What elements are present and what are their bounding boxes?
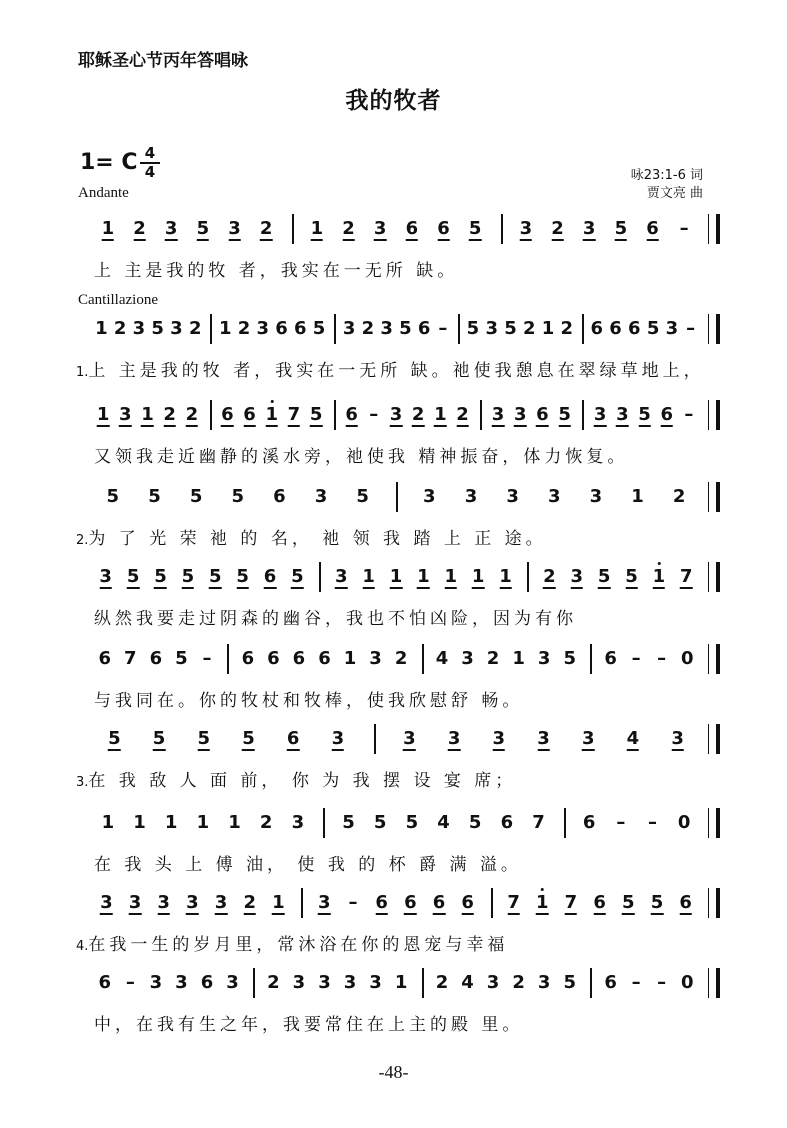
note: 1 <box>164 812 178 833</box>
note: 2 <box>185 404 199 425</box>
note: 1 <box>228 812 241 833</box>
note: – <box>369 404 379 425</box>
note: 7 <box>680 566 693 587</box>
note: 5 <box>638 404 651 425</box>
note: 0 <box>677 812 691 833</box>
note: 3 <box>581 728 595 749</box>
note: 3 <box>342 318 356 339</box>
note: 2 <box>551 218 564 239</box>
note: – <box>679 218 689 239</box>
note: 1 <box>444 566 458 587</box>
note: 2 <box>133 218 146 239</box>
note: 2 <box>435 972 449 993</box>
lyric-text: 与我同在。你的牧杖和牧棒，使我欣慰舒 畅。 <box>94 691 524 711</box>
book-header: 耶稣圣心节丙年答唱咏 <box>78 51 248 71</box>
note: 2 <box>394 648 408 669</box>
note: 3 <box>537 972 551 993</box>
note: 3 <box>519 218 533 239</box>
note: 4 <box>461 972 474 993</box>
note: 6 <box>660 404 673 425</box>
note: 6 <box>417 318 431 339</box>
note: 1 <box>343 648 357 669</box>
note: 1 <box>536 892 549 913</box>
note: – <box>657 972 667 993</box>
note: 3 <box>226 972 239 993</box>
note: 3 <box>665 318 679 339</box>
score-system <box>0 722 787 802</box>
note: 5 <box>242 728 255 749</box>
note: 1 <box>101 812 115 833</box>
lyric-text: 上 主是我的牧 者，我实在一无所 缺。 <box>94 261 459 281</box>
note: 3 <box>334 566 348 587</box>
note: 2 <box>163 404 176 425</box>
end-bar-line <box>708 968 720 998</box>
note: 2 <box>411 404 425 425</box>
note: 6 <box>500 812 514 833</box>
lyric-text: 在我一生的岁月里，常沐浴在你的恩宠与幸福 <box>88 935 509 955</box>
end-bar-line <box>708 808 720 838</box>
note: 3 <box>447 728 461 749</box>
note: 6 <box>679 892 692 913</box>
note: 2 <box>486 648 500 669</box>
note: 1 <box>96 404 110 425</box>
note: 3 <box>403 728 416 749</box>
note: 2 <box>522 318 536 339</box>
note: 5 <box>563 648 576 669</box>
lyric-text: 为 了 光 荣 祂 的 名， 祂 领 我 踏 上 正 途。 <box>88 529 547 549</box>
note: 5 <box>181 566 195 587</box>
note: 3 <box>616 404 629 425</box>
note: 3 <box>100 892 113 913</box>
note: 3 <box>486 972 500 993</box>
note: 1 <box>512 648 525 669</box>
lyric-line <box>76 766 516 791</box>
lyric-line <box>76 356 705 381</box>
end-bar-line <box>708 214 720 244</box>
note: 6 <box>437 218 450 239</box>
lyric-line <box>76 1010 523 1035</box>
note: 6 <box>593 892 606 913</box>
verse-number: 2. <box>76 533 89 548</box>
lyric-line <box>76 686 523 711</box>
note: 6 <box>292 648 306 669</box>
note: 3 <box>461 648 474 669</box>
note: 3 <box>128 892 142 913</box>
section-label: Cantillazione <box>78 292 158 308</box>
bar-line <box>253 968 255 998</box>
note: 3 <box>132 318 146 339</box>
note: – <box>631 972 641 993</box>
note: 5 <box>625 566 638 587</box>
bar-line <box>501 214 503 244</box>
note: 2 <box>672 486 686 507</box>
note: – <box>648 812 657 833</box>
note: 5 <box>126 566 140 587</box>
score-system <box>0 212 787 292</box>
score-system <box>0 806 787 886</box>
note: 3 <box>582 218 596 239</box>
note: 3 <box>99 566 112 587</box>
note: 6 <box>294 318 307 339</box>
note: 5 <box>309 404 323 425</box>
note: 3 <box>292 972 306 993</box>
bar-line <box>292 214 294 244</box>
note: – <box>616 812 626 833</box>
note: 5 <box>175 648 188 669</box>
lyric-line <box>76 930 508 955</box>
score-system <box>0 966 787 1046</box>
bar-line <box>527 562 529 592</box>
note: 3 <box>547 486 561 507</box>
note: – <box>631 648 641 669</box>
bar-line <box>210 314 212 344</box>
note: 7 <box>507 892 520 913</box>
note: 5 <box>373 812 387 833</box>
note: 5 <box>108 728 121 749</box>
note: 6 <box>432 892 446 913</box>
lyrics-credit: 咏23:1-6 词 <box>630 168 703 183</box>
note: 2 <box>237 318 251 339</box>
note: 5 <box>197 728 211 749</box>
score-system <box>0 642 787 722</box>
note: 2 <box>342 218 355 239</box>
note: 5 <box>466 318 480 339</box>
note: 1 <box>265 404 278 425</box>
note: 7 <box>124 648 137 669</box>
note: – <box>684 404 694 425</box>
bar-line <box>491 888 493 918</box>
end-bar-line <box>708 400 720 430</box>
note: 5 <box>650 892 664 913</box>
score-system <box>0 312 787 392</box>
note: 6 <box>318 648 331 669</box>
time-signature <box>140 146 160 180</box>
note: 6 <box>405 218 419 239</box>
note: 3 <box>506 486 519 507</box>
note: 1 <box>310 218 324 239</box>
note: 7 <box>287 404 301 425</box>
note: 0 <box>680 972 694 993</box>
note: 5 <box>468 218 482 239</box>
note: 2 <box>456 404 469 425</box>
note: 3 <box>389 404 403 425</box>
note: 3 <box>314 486 328 507</box>
note: 6 <box>98 648 112 669</box>
note: 6 <box>404 892 417 913</box>
note: 2 <box>259 218 273 239</box>
note: 3 <box>228 218 241 239</box>
end-bar-line <box>708 314 720 344</box>
note: 5 <box>342 812 355 833</box>
note: 3 <box>318 972 331 993</box>
high-octave-dot <box>270 400 273 403</box>
note: 5 <box>504 318 517 339</box>
note: 1 <box>417 566 430 587</box>
note: 0 <box>680 648 694 669</box>
note: 2 <box>361 318 375 339</box>
verse-number: 1. <box>76 365 89 380</box>
note: 1 <box>101 218 115 239</box>
bar-line <box>590 644 592 674</box>
note: 3 <box>373 218 387 239</box>
note: 6 <box>646 218 659 239</box>
note: 5 <box>236 566 249 587</box>
note: 4 <box>626 728 640 749</box>
note: 6 <box>221 404 234 425</box>
note: 4 <box>435 648 449 669</box>
note: 3 <box>186 892 199 913</box>
lyric-line <box>76 256 458 281</box>
note: 1 <box>389 566 403 587</box>
bar-line <box>396 482 398 512</box>
bar-line <box>301 888 303 918</box>
lyric-line <box>76 850 522 875</box>
note: 3 <box>214 892 228 913</box>
key-signature: 1= C <box>80 150 138 175</box>
note: 3 <box>492 728 506 749</box>
note: 3 <box>513 404 527 425</box>
note: 1 <box>141 404 154 425</box>
note: 1 <box>541 318 555 339</box>
tempo-marking: Andante <box>78 185 129 201</box>
note: 6 <box>628 318 641 339</box>
note: 3 <box>175 972 188 993</box>
score-system <box>0 480 787 560</box>
note: 6 <box>243 404 256 425</box>
note: 1 <box>362 566 375 587</box>
note: 6 <box>200 972 214 993</box>
bar-line <box>582 400 584 430</box>
bar-line <box>590 968 592 998</box>
note: 1 <box>499 566 512 587</box>
note: 3 <box>423 486 436 507</box>
end-bar-line <box>708 562 720 592</box>
note: 6 <box>375 892 388 913</box>
note: – <box>686 318 696 339</box>
note: 2 <box>543 566 556 587</box>
page-number: -48- <box>378 1062 409 1082</box>
note: 5 <box>405 812 419 833</box>
note: 5 <box>106 486 120 507</box>
note: 3 <box>464 486 478 507</box>
bar-line <box>319 562 321 592</box>
lyric-text: 在 我 头 上 傅 油， 使 我 的 杯 爵 满 溢。 <box>94 855 522 875</box>
note: 5 <box>646 318 660 339</box>
note: 5 <box>399 318 412 339</box>
lyric-text: 中，在我有生之年，我要常住在上主的殿 里。 <box>94 1015 524 1035</box>
composer-credit: 贾文亮 曲 <box>646 186 703 201</box>
note: 3 <box>485 318 498 339</box>
note: 2 <box>113 318 127 339</box>
note: 6 <box>267 648 280 669</box>
note: 1 <box>631 486 644 507</box>
bar-line <box>227 644 229 674</box>
note: 3 <box>291 812 305 833</box>
note: 1 <box>196 812 210 833</box>
note: – <box>125 972 135 993</box>
time-signature-bottom: 4 <box>144 163 156 181</box>
bar-line <box>422 644 424 674</box>
note: – <box>438 318 448 339</box>
note: 3 <box>491 404 505 425</box>
end-bar-line <box>708 724 720 754</box>
note: 3 <box>593 404 607 425</box>
note: 6 <box>590 318 604 339</box>
note: 1 <box>133 812 146 833</box>
note: 6 <box>98 972 112 993</box>
note: 6 <box>273 486 286 507</box>
note: 5 <box>356 486 369 507</box>
score-system <box>0 560 787 640</box>
note: 6 <box>263 566 277 587</box>
note: – <box>657 648 667 669</box>
bar-line <box>480 400 482 430</box>
song-title: 我的牧者 <box>345 87 442 114</box>
note: 3 <box>369 648 382 669</box>
score-system <box>0 398 787 478</box>
note: 5 <box>196 218 210 239</box>
note: – <box>202 648 212 669</box>
note: 5 <box>563 972 576 993</box>
note: 2 <box>243 892 256 913</box>
bar-line <box>334 314 336 344</box>
note: 1 <box>272 892 285 913</box>
note: 5 <box>151 318 164 339</box>
note: 2 <box>560 318 574 339</box>
note: 5 <box>152 728 166 749</box>
note: 3 <box>157 892 170 913</box>
note: 5 <box>558 404 571 425</box>
note: 1 <box>95 318 108 339</box>
note: 3 <box>570 566 584 587</box>
note: 3 <box>164 218 178 239</box>
note: 6 <box>582 812 596 833</box>
note: 3 <box>671 728 684 749</box>
lyric-line <box>76 524 547 549</box>
bar-line <box>582 314 584 344</box>
note: 3 <box>170 318 183 339</box>
note: 5 <box>189 486 203 507</box>
bar-line <box>210 400 212 430</box>
note: 1 <box>434 404 447 425</box>
note: 2 <box>259 812 273 833</box>
note: 6 <box>609 318 622 339</box>
note: 3 <box>369 972 382 993</box>
bar-line <box>458 314 460 344</box>
high-octave-dot <box>541 888 544 891</box>
note: 2 <box>512 972 525 993</box>
note: 5 <box>597 566 611 587</box>
note: 5 <box>148 486 161 507</box>
lyric-line <box>76 442 628 467</box>
note: 6 <box>604 972 617 993</box>
verse-number: 3. <box>76 775 89 790</box>
end-bar-line <box>708 644 720 674</box>
note: 3 <box>537 728 550 749</box>
note: 2 <box>188 318 202 339</box>
note: 6 <box>275 318 288 339</box>
note: 1 <box>394 972 408 993</box>
score-system <box>0 886 787 966</box>
note: 3 <box>380 318 393 339</box>
note: 6 <box>345 404 358 425</box>
note: 6 <box>604 648 617 669</box>
note: 6 <box>536 404 549 425</box>
note: 5 <box>468 812 482 833</box>
high-octave-dot <box>657 562 660 565</box>
bar-line <box>374 724 376 754</box>
end-bar-line <box>708 888 720 918</box>
note: 6 <box>149 648 163 669</box>
note: 5 <box>154 566 167 587</box>
note: 1 <box>653 566 666 587</box>
note: 5 <box>622 892 635 913</box>
note: 7 <box>532 812 545 833</box>
bar-line <box>323 808 325 838</box>
lyric-text: 在 我 敌 人 面 前， 你 为 我 摆 设 宴 席； <box>88 771 517 791</box>
lyric-text: 纵然我要走过阴森的幽谷，我也不怕凶险，因为有你 <box>94 609 577 629</box>
note: 1 <box>218 318 232 339</box>
note: 4 <box>437 812 450 833</box>
note: 3 <box>256 318 270 339</box>
note: 3 <box>537 648 551 669</box>
bar-line <box>564 808 566 838</box>
note: 6 <box>241 648 255 669</box>
note: 3 <box>589 486 603 507</box>
note: 3 <box>343 972 357 993</box>
note: 5 <box>291 566 304 587</box>
end-bar-line <box>708 482 720 512</box>
note: 3 <box>119 404 132 425</box>
note: 2 <box>267 972 280 993</box>
bar-line <box>422 968 424 998</box>
note: 3 <box>318 892 331 913</box>
note: 5 <box>312 318 326 339</box>
lyric-text: 上 主是我的牧 者，我实在一无所 缺。祂使我憩息在翠绿草地上， <box>88 361 705 381</box>
note: 5 <box>231 486 245 507</box>
note: 6 <box>461 892 474 913</box>
lyric-line <box>76 604 577 629</box>
note: 5 <box>208 566 222 587</box>
note: 7 <box>564 892 578 913</box>
time-signature-top: 4 <box>144 144 156 162</box>
lyric-text: 又领我走近幽静的溪水旁，祂使我 精神振奋，体力恢复。 <box>94 447 629 467</box>
bar-line <box>334 400 336 430</box>
note: – <box>348 892 358 913</box>
note: 5 <box>614 218 628 239</box>
note: 1 <box>471 566 485 587</box>
note: 6 <box>286 728 300 749</box>
note: 3 <box>331 728 345 749</box>
note: 3 <box>149 972 163 993</box>
verse-number: 4. <box>76 939 89 954</box>
